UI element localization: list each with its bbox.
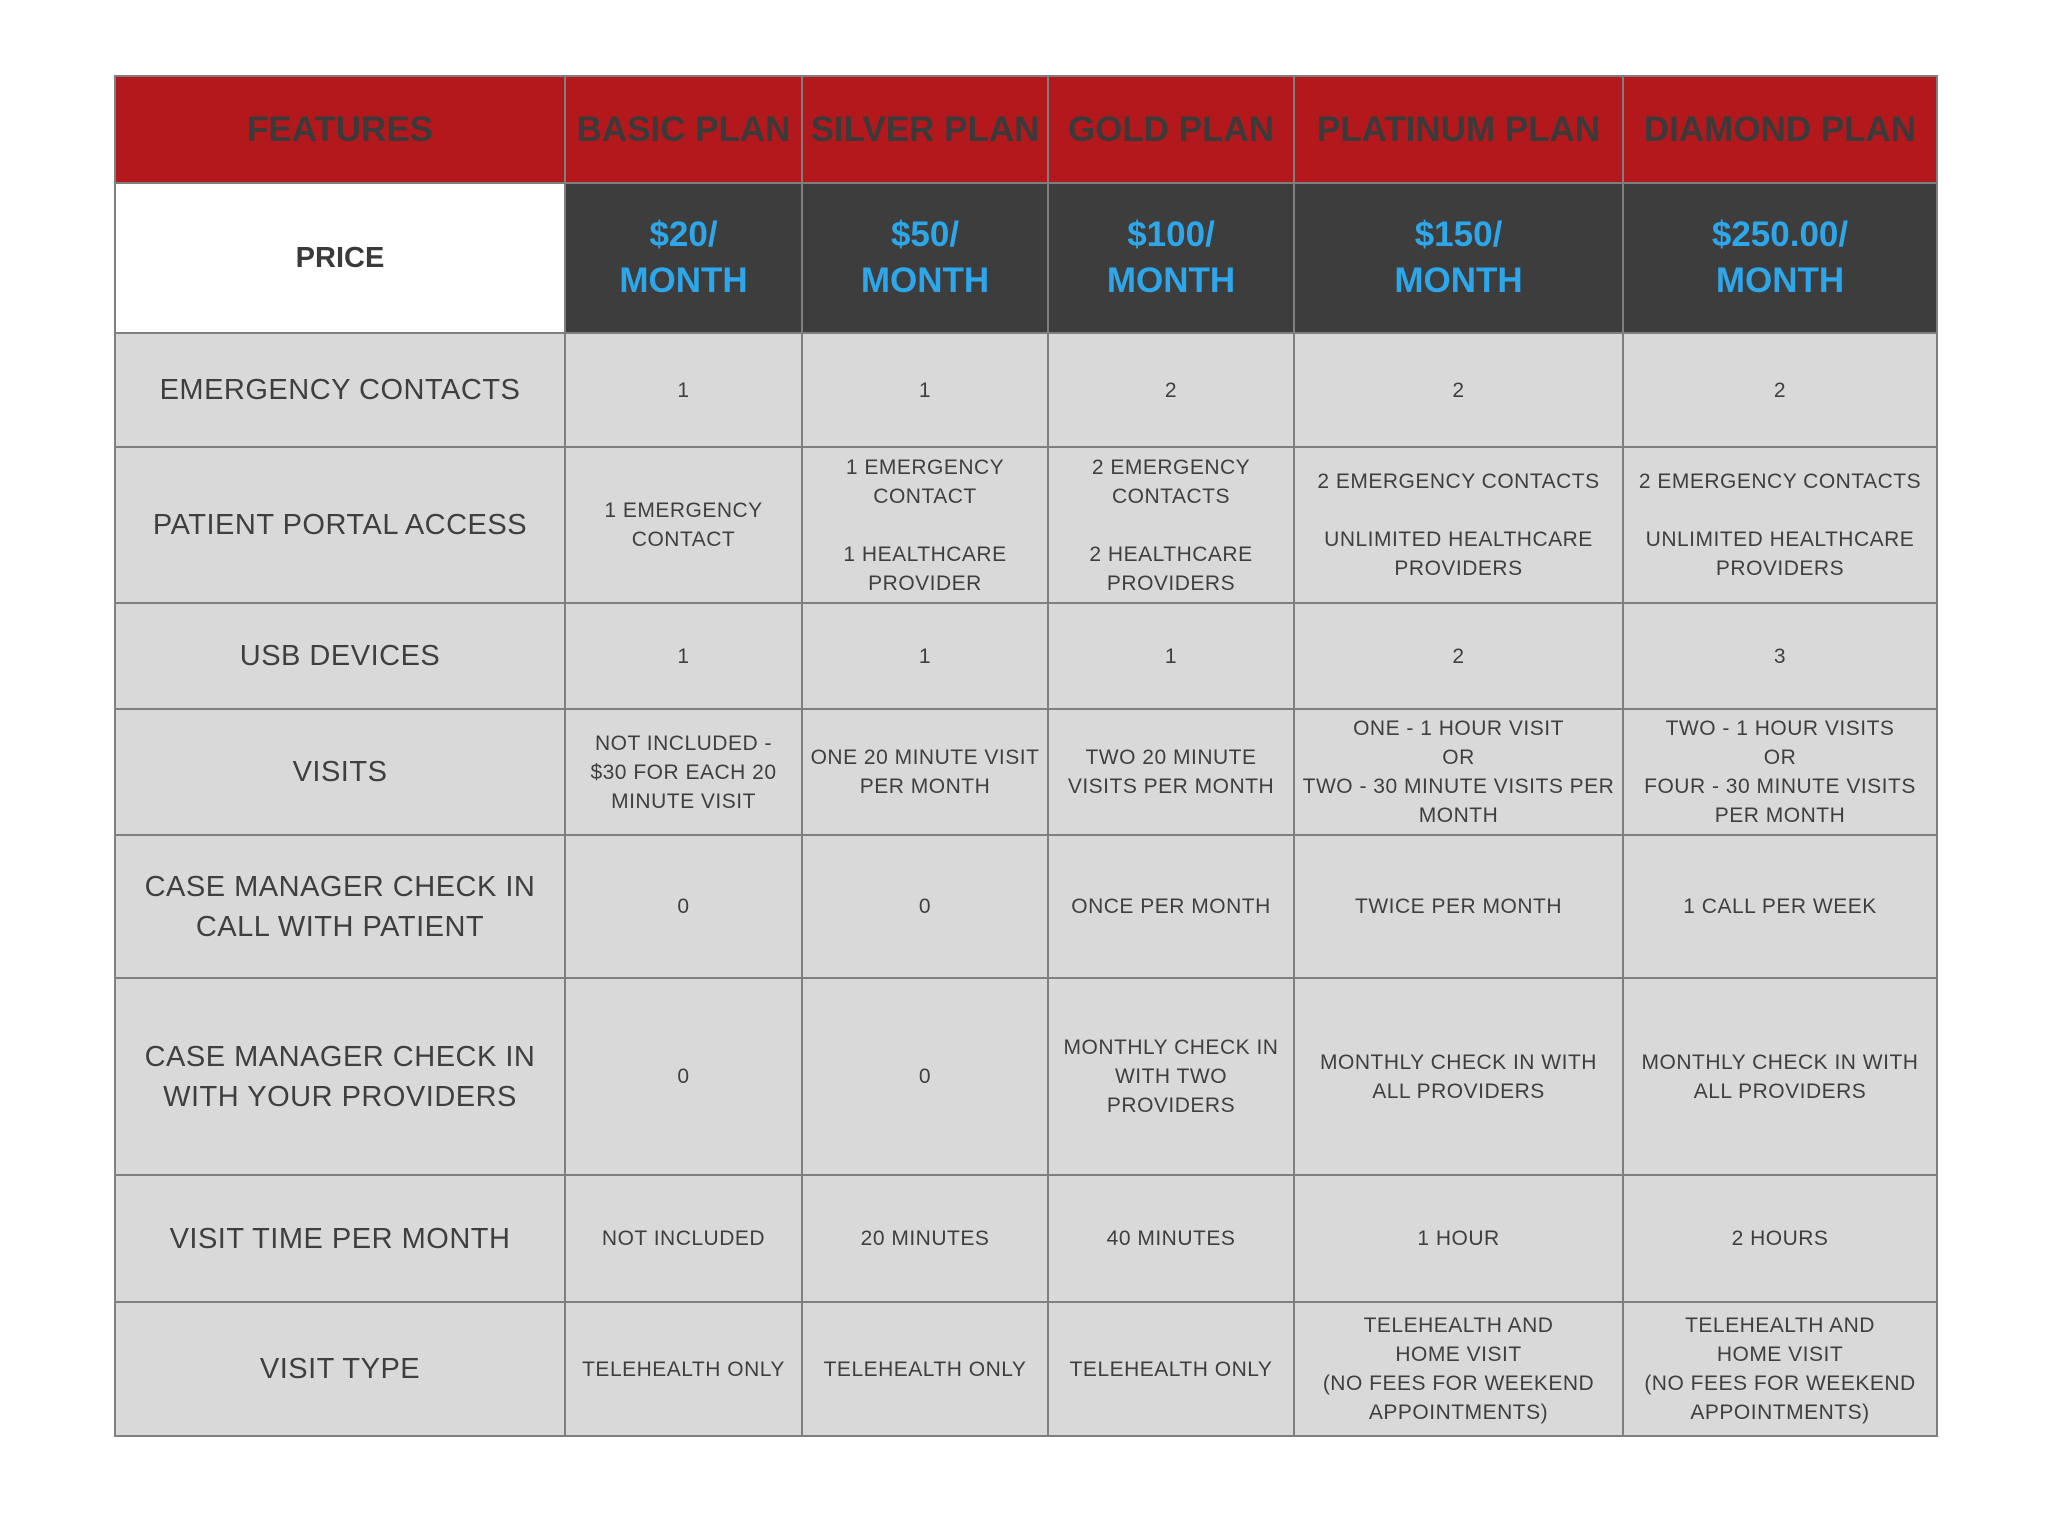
value-diamond: MONTHLY CHECK IN WITH ALL PROVIDERS <box>1623 978 1937 1175</box>
feature-label: VISITS <box>115 709 565 835</box>
value-gold: 2 <box>1048 333 1294 447</box>
price-gold: $100/ MONTH <box>1048 183 1294 333</box>
value-silver: 0 <box>802 835 1048 978</box>
value-diamond: 2 HOURS <box>1623 1175 1937 1302</box>
value-basic: 0 <box>565 835 802 978</box>
value-platinum: 2 EMERGENCY CONTACTS UNLIMITED HEALTHCARE PROVIDERS <box>1294 447 1623 603</box>
value-basic: 1 EMERGENCY CONTACT <box>565 447 802 603</box>
value-silver: 1 <box>802 603 1048 709</box>
row-visit-time <box>115 1175 1937 1302</box>
value-silver: 1 <box>802 333 1048 447</box>
row-usb-devices <box>115 603 1937 709</box>
row-case-manager-providers <box>115 978 1937 1175</box>
value-gold: 2 EMERGENCY CONTACTS 2 HEALTHCARE PROVIDERS <box>1048 447 1294 603</box>
value-diamond: 1 CALL PER WEEK <box>1623 835 1937 978</box>
row-emergency-contacts <box>115 333 1937 447</box>
value-basic: NOT INCLUDED <box>565 1175 802 1302</box>
value-basic: 1 <box>565 333 802 447</box>
pricing-table <box>114 75 1938 1437</box>
features-header: FEATURES <box>115 76 565 183</box>
value-diamond: 3 <box>1623 603 1937 709</box>
row-visit-type <box>115 1302 1937 1436</box>
plan-header-basic: BASIC PLAN <box>565 76 802 183</box>
value-platinum: MONTHLY CHECK IN WITH ALL PROVIDERS <box>1294 978 1623 1175</box>
value-silver: 1 EMERGENCY CONTACT 1 HEALTHCARE PROVIDER <box>802 447 1048 603</box>
row-case-manager-call <box>115 835 1937 978</box>
value-diamond: TELEHEALTH AND HOME VISIT (NO FEES FOR WEEKEND APPOINTMENTS) <box>1623 1302 1937 1436</box>
row-visits <box>115 709 1937 835</box>
price-diamond: $250.00/ MONTH <box>1623 183 1937 333</box>
value-basic: 0 <box>565 978 802 1175</box>
value-platinum: ONE - 1 HOUR VISIT OR TWO - 30 MINUTE VISITS PER MONTH <box>1294 709 1623 835</box>
plan-header-gold: GOLD PLAN <box>1048 76 1294 183</box>
price-label: PRICE <box>115 183 565 333</box>
value-gold: TELEHEALTH ONLY <box>1048 1302 1294 1436</box>
value-gold: 40 MINUTES <box>1048 1175 1294 1302</box>
price-basic: $20/ MONTH <box>565 183 802 333</box>
price-silver: $50/ MONTH <box>802 183 1048 333</box>
price-row <box>115 183 1937 333</box>
value-silver: TELEHEALTH ONLY <box>802 1302 1048 1436</box>
value-diamond: 2 EMERGENCY CONTACTS UNLIMITED HEALTHCARE PROVIDERS <box>1623 447 1937 603</box>
row-patient-portal-access <box>115 447 1937 603</box>
value-diamond: 2 <box>1623 333 1937 447</box>
header-row <box>115 76 1937 183</box>
value-gold: ONCE PER MONTH <box>1048 835 1294 978</box>
feature-label: PATIENT PORTAL ACCESS <box>115 447 565 603</box>
value-basic: 1 <box>565 603 802 709</box>
feature-label: CASE MANAGER CHECK IN WITH YOUR PROVIDERS <box>115 978 565 1175</box>
value-silver: 0 <box>802 978 1048 1175</box>
feature-label: USB DEVICES <box>115 603 565 709</box>
value-basic: NOT INCLUDED - $30 FOR EACH 20 MINUTE VISIT <box>565 709 802 835</box>
value-platinum: 2 <box>1294 333 1623 447</box>
value-platinum: 1 HOUR <box>1294 1175 1623 1302</box>
value-platinum: TELEHEALTH AND HOME VISIT (NO FEES FOR WEEKEND APPOINTMENTS) <box>1294 1302 1623 1436</box>
feature-label: VISIT TIME PER MONTH <box>115 1175 565 1302</box>
value-silver: 20 MINUTES <box>802 1175 1048 1302</box>
price-platinum: $150/ MONTH <box>1294 183 1623 333</box>
plan-header-diamond: DIAMOND PLAN <box>1623 76 1937 183</box>
feature-label: EMERGENCY CONTACTS <box>115 333 565 447</box>
value-gold: MONTHLY CHECK IN WITH TWO PROVIDERS <box>1048 978 1294 1175</box>
plan-header-platinum: PLATINUM PLAN <box>1294 76 1623 183</box>
plan-header-silver: SILVER PLAN <box>802 76 1048 183</box>
value-silver: ONE 20 MINUTE VISIT PER MONTH <box>802 709 1048 835</box>
value-platinum: TWICE PER MONTH <box>1294 835 1623 978</box>
value-basic: TELEHEALTH ONLY <box>565 1302 802 1436</box>
value-gold: 1 <box>1048 603 1294 709</box>
feature-label: VISIT TYPE <box>115 1302 565 1436</box>
value-gold: TWO 20 MINUTE VISITS PER MONTH <box>1048 709 1294 835</box>
value-diamond: TWO - 1 HOUR VISITS OR FOUR - 30 MINUTE VISITS PER MONTH <box>1623 709 1937 835</box>
value-platinum: 2 <box>1294 603 1623 709</box>
feature-label: CASE MANAGER CHECK IN CALL WITH PATIENT <box>115 835 565 978</box>
